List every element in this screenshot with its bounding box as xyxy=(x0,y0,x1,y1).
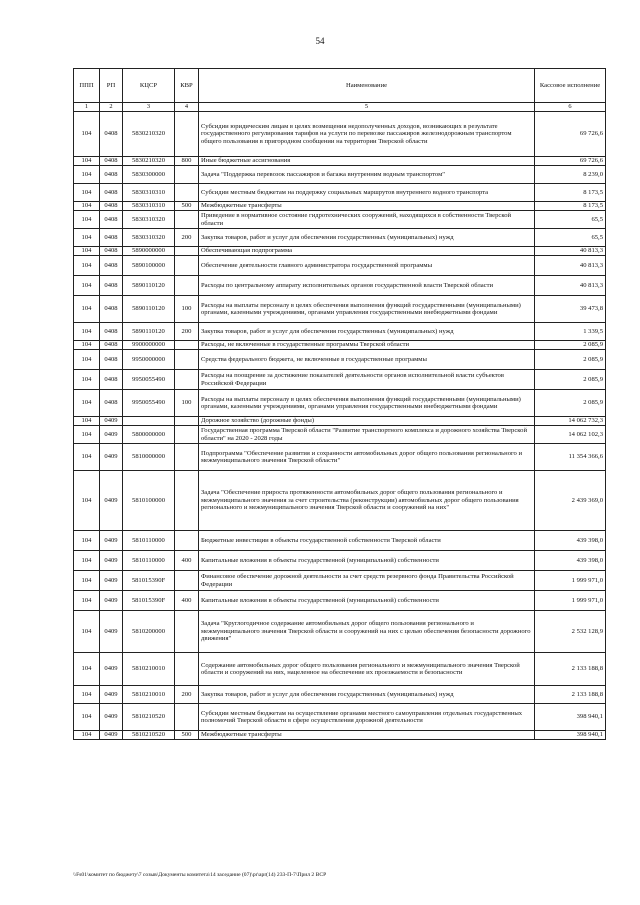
table-row xyxy=(74,112,606,157)
table-row xyxy=(74,417,606,426)
cell-kvr xyxy=(175,276,199,296)
cell-ppp: 104 xyxy=(74,112,100,157)
cell-amount: 8 173,5 xyxy=(535,184,606,202)
cell-kcsr: 5810100000 xyxy=(123,471,175,531)
column-number: 2 xyxy=(100,103,123,112)
cell-rp: 0408 xyxy=(100,112,123,157)
cell-amount: 398 940,1 xyxy=(535,704,606,731)
cell-rp: 0409 xyxy=(100,571,123,591)
cell-rp: 0408 xyxy=(100,341,123,350)
table-row xyxy=(74,531,606,551)
cell-amount: 2 085,9 xyxy=(535,341,606,350)
cell-rp: 0408 xyxy=(100,390,123,417)
table-row xyxy=(74,426,606,444)
cell-kcsr: 5800000000 xyxy=(123,426,175,444)
cell-ppp: 104 xyxy=(74,276,100,296)
cell-kcsr: 5810210010 xyxy=(123,653,175,686)
table-row xyxy=(74,296,606,323)
cell-ppp: 104 xyxy=(74,350,100,370)
table-row xyxy=(74,276,606,296)
cell-kvr xyxy=(175,112,199,157)
cell-kvr xyxy=(175,571,199,591)
cell-rp: 0408 xyxy=(100,350,123,370)
cell-rp: 0408 xyxy=(100,229,123,247)
cell-amount: 2 532 128,9 xyxy=(535,611,606,653)
cell-ppp: 104 xyxy=(74,256,100,276)
cell-amount: 69 726,6 xyxy=(535,157,606,166)
budget-execution-table xyxy=(73,68,606,740)
cell-kcsr: 581015390F xyxy=(123,591,175,611)
cell-ppp: 104 xyxy=(74,426,100,444)
cell-rp: 0409 xyxy=(100,731,123,740)
cell-amount: 439 398,0 xyxy=(535,531,606,551)
header-ppp: ППП xyxy=(74,69,100,103)
cell-amount: 11 354 366,6 xyxy=(535,444,606,471)
table-row xyxy=(74,390,606,417)
cell-kvr xyxy=(175,653,199,686)
page-number: 54 xyxy=(315,36,325,46)
cell-ppp: 104 xyxy=(74,166,100,184)
cell-amount: 2 133 188,8 xyxy=(535,653,606,686)
cell-kvr: 200 xyxy=(175,686,199,704)
cell-kcsr: 9900000000 xyxy=(123,341,175,350)
cell-name: Капитальные вложения в объекты государственной (муниципальной) собственности xyxy=(199,591,535,611)
header-rp: РП xyxy=(100,69,123,103)
cell-kvr xyxy=(175,444,199,471)
cell-name: Межбюджетные трансферты xyxy=(199,731,535,740)
cell-name: Задача "Поддержка перевозок пассажиров и багажа внутренним водным транспортом" xyxy=(199,166,535,184)
cell-ppp: 104 xyxy=(74,247,100,256)
cell-name: Иные бюджетные ассигнования xyxy=(199,157,535,166)
cell-rp: 0408 xyxy=(100,184,123,202)
table-row xyxy=(74,211,606,229)
cell-kcsr: 5830310320 xyxy=(123,211,175,229)
cell-rp: 0408 xyxy=(100,296,123,323)
table-row xyxy=(74,704,606,731)
cell-amount: 2 085,9 xyxy=(535,390,606,417)
cell-amount: 2 439 369,0 xyxy=(535,471,606,531)
cell-kcsr: 5890110120 xyxy=(123,276,175,296)
cell-kcsr: 5890100000 xyxy=(123,256,175,276)
cell-name: Закупка товаров, работ и услуг для обеспечения государственных (муниципальных) нужд xyxy=(199,686,535,704)
cell-kcsr: 5810210520 xyxy=(123,704,175,731)
cell-amount: 40 813,3 xyxy=(535,276,606,296)
cell-rp: 0408 xyxy=(100,166,123,184)
cell-amount: 65,5 xyxy=(535,211,606,229)
cell-name: Расходы на выплаты персоналу в целях обеспечения выполнения функций государственными (муниципальными) органами, казенными учреждениями, органами управления государственными внебюджетными фондами xyxy=(199,390,535,417)
cell-kvr: 200 xyxy=(175,323,199,341)
table-row xyxy=(74,571,606,591)
column-number: 4 xyxy=(175,103,199,112)
cell-ppp: 104 xyxy=(74,229,100,247)
cell-rp: 0409 xyxy=(100,471,123,531)
table-row xyxy=(74,202,606,211)
cell-name: Средства федерального бюджета, не включенные в государственные программы xyxy=(199,350,535,370)
cell-amount: 14 062 732,3 xyxy=(535,417,606,426)
cell-name: Межбюджетные трансферты xyxy=(199,202,535,211)
table-row xyxy=(74,551,606,571)
table-row xyxy=(74,229,606,247)
cell-kvr xyxy=(175,704,199,731)
cell-name: Бюджетные инвестиции в объекты государственной собственности Тверской области xyxy=(199,531,535,551)
cell-kvr: 100 xyxy=(175,390,199,417)
cell-rp: 0409 xyxy=(100,704,123,731)
cell-kcsr: 5830210320 xyxy=(123,112,175,157)
cell-rp: 0408 xyxy=(100,247,123,256)
cell-kvr: 500 xyxy=(175,731,199,740)
cell-ppp: 104 xyxy=(74,704,100,731)
cell-name: Задача "Круглогодичное содержание автомобильных дорог общего пользования регионального и межмуниципального значения Тверской области и сооружений на них с целью обеспечения безопасности дорожного движения" xyxy=(199,611,535,653)
cell-ppp: 104 xyxy=(74,390,100,417)
cell-amount: 69 726,6 xyxy=(535,112,606,157)
cell-amount: 1 999 971,0 xyxy=(535,571,606,591)
table-row xyxy=(74,247,606,256)
cell-name: Задача "Обеспечение прироста протяженности автомобильных дорог общего пользования регионального и межмуниципального значения за счет строительства (реконструкции) автомобильных дорог общего пользования регионального и межмуниципального значения Тверской области и сооружений на них" xyxy=(199,471,535,531)
cell-kvr: 400 xyxy=(175,591,199,611)
cell-ppp: 104 xyxy=(74,653,100,686)
column-number: 6 xyxy=(535,103,606,112)
table-row xyxy=(74,611,606,653)
table-row xyxy=(74,256,606,276)
cell-amount: 65,5 xyxy=(535,229,606,247)
cell-kcsr: 5830210320 xyxy=(123,157,175,166)
cell-kcsr xyxy=(123,417,175,426)
cell-kcsr: 5830300000 xyxy=(123,166,175,184)
cell-kvr xyxy=(175,611,199,653)
table-row xyxy=(74,184,606,202)
cell-kcsr: 5890000000 xyxy=(123,247,175,256)
cell-rp: 0408 xyxy=(100,202,123,211)
cell-kvr xyxy=(175,166,199,184)
cell-name: Финансовое обеспечение дорожной деятельности за счет средств резервного фонда Правительства Российской Федерации xyxy=(199,571,535,591)
cell-kvr: 100 xyxy=(175,296,199,323)
cell-name: Дорожное хозяйство (дорожные фонды) xyxy=(199,417,535,426)
cell-kvr: 800 xyxy=(175,157,199,166)
cell-kcsr: 5810110000 xyxy=(123,551,175,571)
cell-rp: 0409 xyxy=(100,426,123,444)
cell-name: Закупка товаров, работ и услуг для обеспечения государственных (муниципальных) нужд xyxy=(199,323,535,341)
file-path-footer: \\Fs01\комитет по бюджету\7 созыв\Документы комитета\14 заседание (07)\pr\apr(14) 233-П-7\Прил 2 ВСР xyxy=(73,872,327,878)
cell-kvr xyxy=(175,531,199,551)
cell-ppp: 104 xyxy=(74,591,100,611)
cell-kvr xyxy=(175,341,199,350)
cell-ppp: 104 xyxy=(74,211,100,229)
table-row xyxy=(74,166,606,184)
cell-ppp: 104 xyxy=(74,341,100,350)
cell-amount: 8 239,0 xyxy=(535,166,606,184)
table-header-row xyxy=(74,69,606,103)
cell-ppp: 104 xyxy=(74,157,100,166)
cell-rp: 0408 xyxy=(100,276,123,296)
cell-kvr xyxy=(175,471,199,531)
cell-kcsr: 5890110120 xyxy=(123,323,175,341)
cell-rp: 0409 xyxy=(100,686,123,704)
cell-rp: 0408 xyxy=(100,256,123,276)
cell-amount: 398 940,1 xyxy=(535,731,606,740)
cell-kcsr: 5810210010 xyxy=(123,686,175,704)
cell-amount: 2 085,9 xyxy=(535,350,606,370)
cell-kcsr: 5830310310 xyxy=(123,184,175,202)
column-number: 5 xyxy=(199,103,535,112)
table-row xyxy=(74,731,606,740)
cell-ppp: 104 xyxy=(74,731,100,740)
cell-kcsr: 5830310310 xyxy=(123,202,175,211)
cell-ppp: 104 xyxy=(74,370,100,390)
header-amount: Кассовое исполнение xyxy=(535,69,606,103)
cell-amount: 40 813,3 xyxy=(535,247,606,256)
cell-name: Капитальные вложения в объекты государственной (муниципальной) собственности xyxy=(199,551,535,571)
cell-rp: 0408 xyxy=(100,211,123,229)
cell-name: Расходы по центральному аппарату исполнительных органов государственной власти Тверской области xyxy=(199,276,535,296)
cell-rp: 0409 xyxy=(100,417,123,426)
cell-name: Субсидии юридическим лицам в целях возмещения недополученных доходов, возникающих в результате государственного регулирования тарифов на услуги по перевозке пассажиров железнодорожным транспортом общего пользования в пригородном сообщении на территории Тверской области xyxy=(199,112,535,157)
cell-rp: 0408 xyxy=(100,157,123,166)
cell-amount: 1 339,5 xyxy=(535,323,606,341)
cell-ppp: 104 xyxy=(74,202,100,211)
cell-name: Субсидии местным бюджетам на осуществление органами местного самоуправления отдельных государственных полномочий Тверской области в сфере осуществления дорожной деятельности xyxy=(199,704,535,731)
cell-kcsr: 9950055490 xyxy=(123,390,175,417)
cell-kvr: 200 xyxy=(175,229,199,247)
cell-kcsr: 5810210520 xyxy=(123,731,175,740)
cell-amount: 2 133 188,8 xyxy=(535,686,606,704)
cell-name: Приведение в нормативное состояние гидротехнических сооружений, находящихся в собственности Тверской области xyxy=(199,211,535,229)
cell-kvr xyxy=(175,350,199,370)
cell-kcsr: 5890110120 xyxy=(123,296,175,323)
cell-name: Обеспечение деятельности главного администратора государственной программы xyxy=(199,256,535,276)
column-number: 3 xyxy=(123,103,175,112)
cell-kvr: 400 xyxy=(175,551,199,571)
header-name: Наименование xyxy=(199,69,535,103)
column-number: 1 xyxy=(74,103,100,112)
cell-name: Содержание автомобильных дорог общего пользования регионального и межмуниципального значения Тверской области и сооружений на них, нацеленное на обеспечение их проезжаемости и безопасности xyxy=(199,653,535,686)
cell-rp: 0409 xyxy=(100,653,123,686)
cell-amount: 39 473,8 xyxy=(535,296,606,323)
cell-ppp: 104 xyxy=(74,323,100,341)
cell-kvr xyxy=(175,256,199,276)
table-row xyxy=(74,157,606,166)
cell-kvr xyxy=(175,426,199,444)
table-row xyxy=(74,350,606,370)
cell-ppp: 104 xyxy=(74,444,100,471)
cell-ppp: 104 xyxy=(74,296,100,323)
table-row xyxy=(74,370,606,390)
cell-kvr xyxy=(175,370,199,390)
cell-ppp: 104 xyxy=(74,531,100,551)
cell-rp: 0409 xyxy=(100,531,123,551)
header-kcsr: КЦСР xyxy=(123,69,175,103)
cell-rp: 0409 xyxy=(100,444,123,471)
cell-amount: 439 398,0 xyxy=(535,551,606,571)
cell-name: Государственная программа Тверской области "Развитие транспортного комплекса и дорожного хозяйства Тверской области" на 2020 - 2028 годы xyxy=(199,426,535,444)
table-row xyxy=(74,444,606,471)
cell-kcsr: 9950055490 xyxy=(123,370,175,390)
cell-amount: 40 813,3 xyxy=(535,256,606,276)
cell-kcsr: 5810200000 xyxy=(123,611,175,653)
cell-rp: 0408 xyxy=(100,370,123,390)
cell-rp: 0409 xyxy=(100,611,123,653)
table-row xyxy=(74,686,606,704)
cell-ppp: 104 xyxy=(74,551,100,571)
cell-ppp: 104 xyxy=(74,417,100,426)
cell-kvr: 500 xyxy=(175,202,199,211)
cell-name: Расходы на выплаты персоналу в целях обеспечения выполнения функций государственными (муниципальными) органами, казенными учреждениями, органами управления государственными внебюджетными фондами xyxy=(199,296,535,323)
cell-kcsr: 9950000000 xyxy=(123,350,175,370)
cell-kcsr: 581015390F xyxy=(123,571,175,591)
header-kvr: КВР xyxy=(175,69,199,103)
cell-ppp: 104 xyxy=(74,471,100,531)
cell-amount: 14 062 102,3 xyxy=(535,426,606,444)
cell-name: Расходы на поощрение за достижение показателей деятельности органов исполнительной власти субъектов Российской Федерации xyxy=(199,370,535,390)
cell-rp: 0409 xyxy=(100,551,123,571)
table-row xyxy=(74,323,606,341)
cell-name: Подпрограмма "Обеспечение развития и сохранности автомобильных дорог общего пользования регионального и межмуниципального значения Тверской области" xyxy=(199,444,535,471)
table-row xyxy=(74,341,606,350)
table-row xyxy=(74,591,606,611)
cell-kcsr: 5810110000 xyxy=(123,531,175,551)
table-row xyxy=(74,653,606,686)
cell-amount: 8 173,5 xyxy=(535,202,606,211)
cell-kvr xyxy=(175,247,199,256)
cell-ppp: 104 xyxy=(74,184,100,202)
cell-name: Субсидии местным бюджетам на поддержку социальных маршрутов внутреннего водного транспорта xyxy=(199,184,535,202)
cell-ppp: 104 xyxy=(74,571,100,591)
cell-kvr xyxy=(175,184,199,202)
table-row xyxy=(74,471,606,531)
cell-amount: 1 999 971,0 xyxy=(535,591,606,611)
cell-ppp: 104 xyxy=(74,686,100,704)
column-number-row xyxy=(74,103,606,112)
cell-name: Обеспечивающая подпрограмма xyxy=(199,247,535,256)
cell-rp: 0409 xyxy=(100,591,123,611)
cell-name: Расходы, не включенные в государственные программы Тверской области xyxy=(199,341,535,350)
cell-ppp: 104 xyxy=(74,611,100,653)
cell-amount: 2 085,9 xyxy=(535,370,606,390)
cell-kcsr: 5810000000 xyxy=(123,444,175,471)
cell-kvr xyxy=(175,417,199,426)
cell-kcsr: 5830310320 xyxy=(123,229,175,247)
cell-name: Закупка товаров, работ и услуг для обеспечения государственных (муниципальных) нужд xyxy=(199,229,535,247)
cell-kvr xyxy=(175,211,199,229)
cell-rp: 0408 xyxy=(100,323,123,341)
